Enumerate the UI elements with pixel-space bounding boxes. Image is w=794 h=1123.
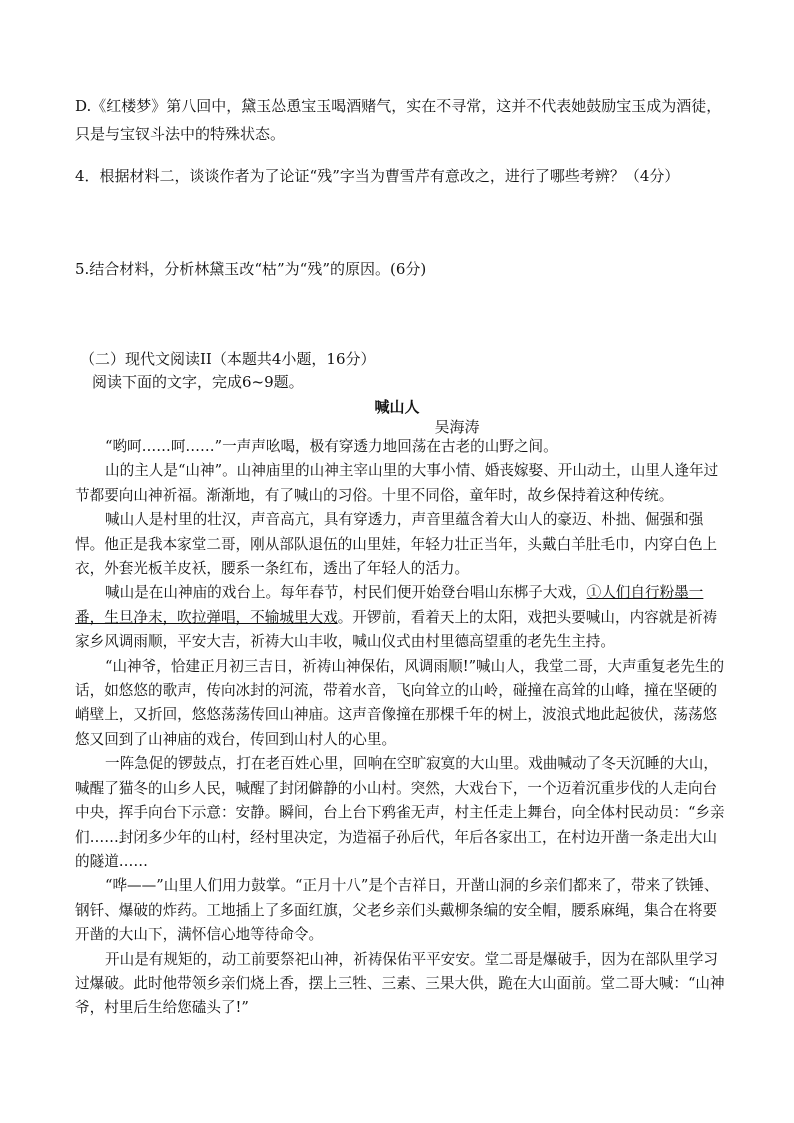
paragraph-1: “哟呵……呵……”一声声吆喝，极有穿透力地回荡在古老的山野之间。	[105, 438, 558, 455]
section-header-text: （二）现代文阅读II（本题共4小题，16分）	[80, 350, 376, 368]
option-d-text: D.《红楼梦》第八回中，黛玉怂恿宝玉喝酒赌气，实在不寻常，这并不代表她鼓励宝玉成为酒徒，只是与宝钗斗法中的特殊状态。	[75, 97, 722, 143]
paragraph-4-start: 喊山是在山神庙的戏台上。每年春节，村民们便开始登台唱山东梆子大戏，	[105, 584, 587, 602]
option-d	[75, 92, 730, 148]
question-4-text: 4．根据材料二，谈谈作者为了论证“残”字当为曹雪芹有意改之，进行了哪些考辨？（4分）	[75, 167, 680, 185]
paragraph-2: 山的主人是“山神”。山神庙里的山神主宰山里的大事小情、婚丧嫁娶、开山动土，山里人逢年过节都要向山神祈福。渐渐地，有了喊山的习俗。十里不同俗，童年时，故乡保持着这种传统。	[75, 462, 719, 504]
question-4	[75, 162, 730, 190]
reading-instruction-text: 阅读下面的文字，完成6~9题。	[92, 373, 304, 391]
paragraph-4	[75, 581, 730, 654]
reading-instruction	[92, 368, 747, 396]
underlined-sentence-1: ①人们自行粉墨一番，生旦净末，吹拉弹唱，不输城里大戏	[75, 584, 704, 626]
article-body	[75, 435, 730, 1021]
paragraph-5: “山神爷，恰建正月初三吉日，祈祷山神保佑，风调雨顺!”喊山人，我堂二哥，大声重复老先生的话，如悠悠的歌声，传向冰封的河流，带着水音，飞向耸立的山岭，碰撞在高耸的山峰，撞在坚硬的峭壁上，又折回，悠悠荡荡传回山神庙。这声音像撞在那棵千年的树上，波浪式地此起彼伏，荡荡悠悠又回到了山神庙的戏台，传回到山村人的心里。	[75, 657, 725, 748]
paragraph-3: 喊山人是村里的壮汉，声音高亢，具有穿透力，声音里蕴含着大山人的豪迈、朴拙、倔强和强悍。他正是我本家堂二哥，刚从部队退伍的山里娃，年轻力壮正当年，头戴白羊肚毛巾，内穿白色上衣，外套光板羊皮袄，腰系一条红布，透出了年轻人的活力。	[75, 511, 718, 578]
article-author: 吴海涛	[434, 418, 480, 436]
paragraph-6: 一阵急促的锣鼓点，打在老百姓心里，回响在空旷寂寞的大山里。戏曲喊动了冬天沉睡的大山，喊醒了猫冬的山乡人民，喊醒了封闭僻静的小山村。突然，大戏台下，一个迈着沉重步伐的人走向台中央，挥手向台下示意：安静。瞬间，台上台下鸦雀无声，村主任走上舞台，向全体村民动员：“乡亲们……封闭多少年的山村，经村里决定，为造福子孙后代，年后各家出工，在村边开凿一条走出大山的隧道……	[75, 755, 725, 870]
question-5-text: 5.结合材料，分析林黛玉改“枯”为“残”的原因。(6分)	[75, 260, 427, 278]
paragraph-8: 开山是有规矩的，动工前要祭祀山神，祈祷保佑平平安安。堂二哥是爆破手，因为在部队里学习过爆破。此时他带领乡亲们烧上香，摆上三牲、三素、三果大供，跪在大山面前。堂二哥大喊：“山神爷，村里后生给您磕头了!”	[75, 950, 725, 1017]
question-5	[75, 255, 730, 283]
paragraph-4-end: 。开锣前，看着天上的太阳，戏把头要喊山，内容就是祈祷家乡风调雨顺，平安大吉，祈祷大山丰收，喊山仪式由村里德高望重的老先生主持。	[75, 608, 718, 651]
paragraph-7: “哗——”山里人们用力鼓掌。“正月十八”是个吉祥日，开凿山洞的乡亲们都来了，带来了铁锤、钢钎、爆破的炸药。工地插上了多面红旗，父老乡亲们头戴柳条编的安全帽，腰系麻绳，集合在将要开凿的大山下，满怀信心地等待命令。	[75, 877, 719, 944]
article-title: 喊山人	[374, 398, 420, 416]
